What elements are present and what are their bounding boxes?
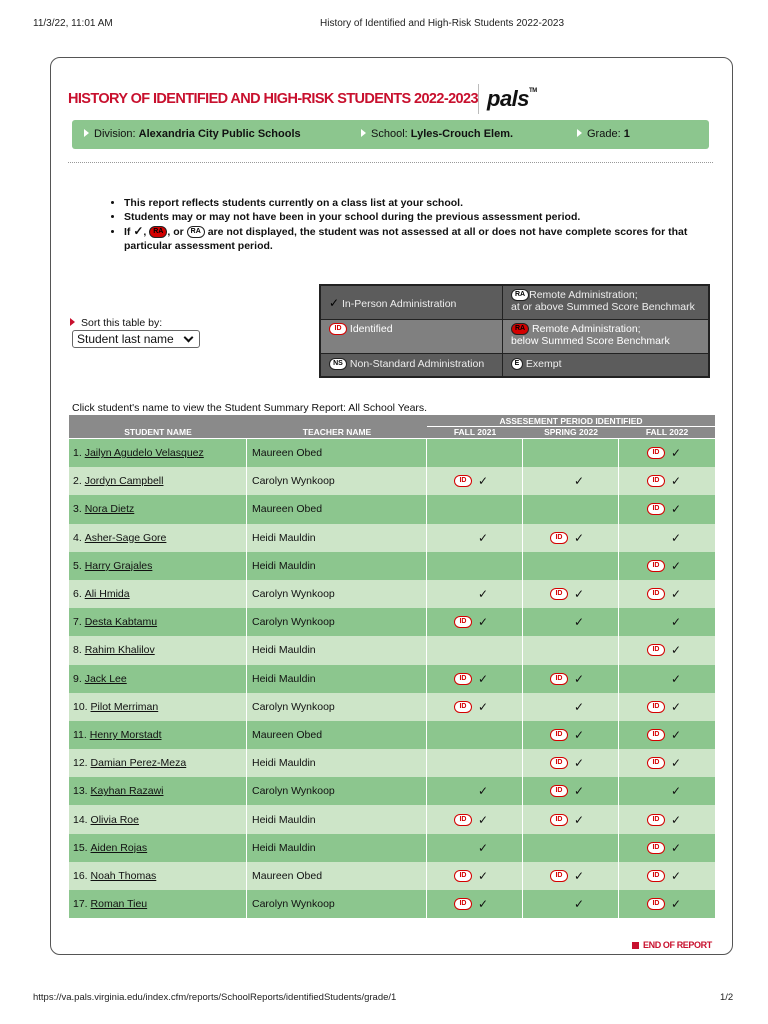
check-icon: ✓ xyxy=(477,530,488,545)
student-name-link[interactable]: Jack Lee xyxy=(84,672,127,685)
row-number: 13. xyxy=(73,785,88,798)
check-icon: ✓ xyxy=(573,587,584,602)
fall-2022-cell xyxy=(619,580,715,608)
chevron-down-icon xyxy=(184,333,194,343)
id-badge: ID xyxy=(550,870,568,882)
student-name-link[interactable]: Jordyn Campbell xyxy=(84,475,164,488)
check-icon: ✓ xyxy=(477,671,488,686)
teacher-cell: Carolyn Wynkoop xyxy=(247,608,427,636)
legend-non-standard: NS Non-Standard Administration xyxy=(321,354,503,376)
id-badge: ID xyxy=(647,644,665,656)
spring-2022-cell xyxy=(523,524,619,552)
legend-box xyxy=(319,284,710,378)
table-row xyxy=(69,467,715,495)
print-datetime: 11/3/22, 11:01 AM xyxy=(33,18,113,29)
id-badge: ID xyxy=(454,814,472,826)
id-badge: ID xyxy=(647,842,665,854)
triangle-icon xyxy=(577,129,582,137)
print-page-number: 1/2 xyxy=(720,992,734,1003)
fall-2021-cell xyxy=(427,665,523,693)
spring-2022-cell xyxy=(523,693,619,721)
fall-2021-cell xyxy=(427,721,523,749)
note-1: • This report reflects students currently on a class list at your school. xyxy=(124,196,700,210)
check-icon: ✓ xyxy=(477,840,488,855)
check-icon: ✓ xyxy=(573,727,584,742)
fall-2022-cell xyxy=(619,805,715,833)
ra-badge: RA xyxy=(187,226,205,238)
fall-2021-cell xyxy=(427,608,523,636)
teacher-cell: Carolyn Wynkoop xyxy=(247,890,427,918)
check-icon: ✓ xyxy=(670,446,681,461)
check-icon: ✓ xyxy=(670,840,681,855)
table-row xyxy=(69,665,715,693)
spring-2022-cell xyxy=(523,580,619,608)
check-icon: ✓ xyxy=(670,756,681,771)
ra-red-badge: RA xyxy=(149,226,167,238)
check-icon: ✓ xyxy=(670,502,681,517)
student-name-link[interactable]: Noah Thomas xyxy=(90,869,157,882)
print-page-title: History of Identified and High-Risk Students 2022-2023 xyxy=(320,18,565,29)
sort-select[interactable] xyxy=(72,330,200,348)
note-3: • If ✓, RA , or RA are not displayed, the student was not assessed at all or does not have complete scores for that particular assessment period. xyxy=(124,224,700,253)
report-info-bar xyxy=(72,120,709,149)
spring-2022-cell xyxy=(523,439,619,467)
row-number: 12. xyxy=(73,757,88,770)
check-icon: ✓ xyxy=(670,474,681,489)
student-name-link[interactable]: Roman Tieu xyxy=(90,898,148,911)
check-icon: ✓ xyxy=(670,558,681,573)
check-icon: ✓ xyxy=(573,615,584,630)
table-header xyxy=(69,415,715,438)
fall-2021-cell xyxy=(427,862,523,890)
table-row xyxy=(69,439,715,467)
check-icon: ✓ xyxy=(670,897,681,912)
report-title: HISTORY OF IDENTIFIED AND HIGH-RISK STUDENTS 2022-2023 xyxy=(68,91,478,107)
check-icon: ✓ xyxy=(573,868,584,883)
school-value: Lyles-Crouch Elem. xyxy=(410,128,514,140)
teacher-cell: Heidi Mauldin xyxy=(247,805,427,833)
grade-value: 1 xyxy=(623,128,630,140)
row-number: 8. xyxy=(73,644,82,657)
check-icon: ✓ xyxy=(670,868,681,883)
spring-2022-cell xyxy=(523,467,619,495)
exempt-badge: E xyxy=(511,358,523,370)
fall-2022-cell xyxy=(619,608,715,636)
table-row xyxy=(69,580,715,608)
teacher-cell: Maureen Obed xyxy=(247,439,427,467)
student-cell xyxy=(69,580,247,608)
fall-2022-cell xyxy=(619,552,715,580)
division-value: Alexandria City Public Schools xyxy=(138,128,301,140)
check-icon: ✓ xyxy=(573,784,584,799)
fall-2022-cell xyxy=(619,665,715,693)
col-fall-2021: FALL 2021 xyxy=(453,427,497,437)
student-name-link[interactable]: Olivia Roe xyxy=(90,813,139,826)
teacher-cell: Carolyn Wynkoop xyxy=(247,580,427,608)
id-badge: ID xyxy=(550,673,568,685)
id-badge: ID xyxy=(454,475,472,487)
student-cell xyxy=(69,665,247,693)
student-cell xyxy=(69,439,247,467)
id-badge: ID xyxy=(647,588,665,600)
student-cell xyxy=(69,749,247,777)
fall-2021-cell xyxy=(427,467,523,495)
legend-exempt: E Exempt xyxy=(503,354,708,376)
sort-label: Sort this table by: xyxy=(70,317,162,329)
row-number: 9. xyxy=(73,672,82,685)
row-number: 5. xyxy=(73,559,82,572)
id-badge: ID xyxy=(454,870,472,882)
table-row xyxy=(69,608,715,636)
triangle-icon xyxy=(70,318,75,326)
table-row xyxy=(69,805,715,833)
fall-2021-cell xyxy=(427,524,523,552)
fall-2021-cell xyxy=(427,805,523,833)
student-cell xyxy=(69,693,247,721)
id-badge: ID xyxy=(454,898,472,910)
id-badge: ID xyxy=(454,616,472,628)
end-of-report[interactable]: END OF REPORT xyxy=(632,940,712,950)
check-icon: ✓ xyxy=(133,224,144,238)
check-icon: ✓ xyxy=(670,587,681,602)
id-badge: ID xyxy=(647,870,665,882)
fall-2021-cell xyxy=(427,749,523,777)
check-icon: ✓ xyxy=(670,699,681,714)
check-icon: ✓ xyxy=(477,699,488,714)
check-icon: ✓ xyxy=(477,587,488,602)
student-cell xyxy=(69,721,247,749)
spring-2022-cell xyxy=(523,495,619,523)
row-number: 4. xyxy=(73,531,82,544)
row-number: 3. xyxy=(73,503,82,516)
id-badge: ID xyxy=(550,785,568,797)
teacher-cell: Maureen Obed xyxy=(247,721,427,749)
student-cell xyxy=(69,777,247,805)
spring-2022-cell xyxy=(523,721,619,749)
report-notes xyxy=(100,196,700,253)
spring-2022-cell xyxy=(523,749,619,777)
fall-2022-cell xyxy=(619,862,715,890)
student-name-link[interactable]: Nora Dietz xyxy=(84,503,135,516)
check-icon: ✓ xyxy=(670,530,681,545)
check-icon: ✓ xyxy=(573,671,584,686)
check-icon: ✓ xyxy=(573,699,584,714)
student-cell xyxy=(69,862,247,890)
student-name-link[interactable]: Pilot Merriman xyxy=(90,700,159,713)
spring-2022-cell xyxy=(523,890,619,918)
check-icon: ✓ xyxy=(477,615,488,630)
student-name-link[interactable]: Ali Hmida xyxy=(84,588,130,601)
student-cell xyxy=(69,552,247,580)
dotted-divider xyxy=(68,162,713,163)
table-row xyxy=(69,524,715,552)
student-name-link[interactable]: Kayhan Razawi xyxy=(90,785,164,798)
fall-2021-cell xyxy=(427,495,523,523)
legend-remote-above: RA Remote Administration; at or above Summed Score Benchmark xyxy=(503,286,708,320)
fall-2021-cell xyxy=(427,777,523,805)
teacher-cell: Carolyn Wynkoop xyxy=(247,693,427,721)
triangle-icon xyxy=(361,129,366,137)
row-number: 16. xyxy=(73,869,88,882)
legend-remote-below: RA Remote Administration; below Summed Score Benchmark xyxy=(503,320,708,354)
pals-logo: pals™ xyxy=(487,86,537,111)
id-badge: ID xyxy=(329,323,347,335)
fall-2022-cell xyxy=(619,749,715,777)
teacher-cell: Carolyn Wynkoop xyxy=(247,467,427,495)
logo-divider xyxy=(478,84,479,114)
fall-2022-cell xyxy=(619,890,715,918)
fall-2022-cell xyxy=(619,439,715,467)
spring-2022-cell xyxy=(523,777,619,805)
spring-2022-cell xyxy=(523,834,619,862)
fall-2021-cell xyxy=(427,693,523,721)
teacher-cell: Maureen Obed xyxy=(247,495,427,523)
student-cell xyxy=(69,890,247,918)
triangle-icon xyxy=(84,129,89,137)
table-instruction: Click student's name to view the Student Summary Report: All School Years. xyxy=(72,402,428,414)
teacher-cell: Heidi Mauldin xyxy=(247,552,427,580)
table-row xyxy=(69,749,715,777)
table-row xyxy=(69,552,715,580)
check-icon: ✓ xyxy=(573,756,584,771)
check-icon: ✓ xyxy=(670,784,681,799)
table-row xyxy=(69,777,715,805)
grade-info: Grade: 1 xyxy=(577,128,630,140)
fall-2022-cell xyxy=(619,524,715,552)
id-badge: ID xyxy=(647,475,665,487)
table-row xyxy=(69,495,715,523)
teacher-cell: Heidi Mauldin xyxy=(247,749,427,777)
student-name-link[interactable]: Desta Kabtamu xyxy=(84,616,158,629)
table-row xyxy=(69,636,715,664)
student-name-link[interactable]: Henry Morstadt xyxy=(89,728,162,741)
id-badge: ID xyxy=(647,729,665,741)
fall-2021-cell xyxy=(427,552,523,580)
spring-2022-cell xyxy=(523,552,619,580)
check-icon: ✓ xyxy=(670,643,681,658)
col-fall-2022: FALL 2022 xyxy=(645,427,689,437)
id-badge: ID xyxy=(550,757,568,769)
row-number: 11. xyxy=(73,728,87,741)
check-icon: ✓ xyxy=(670,671,681,686)
check-icon: ✓ xyxy=(670,727,681,742)
fall-2022-cell xyxy=(619,721,715,749)
row-number: 2. xyxy=(73,475,82,488)
check-icon: ✓ xyxy=(477,812,488,827)
fall-2022-cell xyxy=(619,636,715,664)
student-name-link[interactable]: Damian Perez-Meza xyxy=(90,757,187,770)
spring-2022-cell xyxy=(523,608,619,636)
id-badge: ID xyxy=(454,701,472,713)
teacher-cell: Heidi Mauldin xyxy=(247,524,427,552)
legend-identified: ID Identified xyxy=(321,320,503,354)
sort-selected-value: Student last name xyxy=(77,332,174,346)
spring-2022-cell xyxy=(523,805,619,833)
student-cell xyxy=(69,608,247,636)
check-icon: ✓ xyxy=(477,868,488,883)
row-number: 7. xyxy=(73,616,82,629)
id-badge: ID xyxy=(454,673,472,685)
check-icon: ✓ xyxy=(573,530,584,545)
student-cell xyxy=(69,805,247,833)
student-cell xyxy=(69,495,247,523)
spring-2022-cell xyxy=(523,862,619,890)
row-number: 10. xyxy=(73,700,88,713)
legend-in-person: ✓ In-Person Administration xyxy=(321,286,503,320)
fall-2022-cell xyxy=(619,834,715,862)
table-row xyxy=(69,721,715,749)
teacher-cell: Heidi Mauldin xyxy=(247,665,427,693)
col-teacher-name: TEACHER NAME xyxy=(302,427,372,437)
id-badge: ID xyxy=(550,729,568,741)
check-icon: ✓ xyxy=(573,474,584,489)
note-2: • Students may or may not have been in your school during the previous assessment period. xyxy=(124,210,700,224)
check-icon: ✓ xyxy=(477,474,488,489)
teacher-cell: Heidi Mauldin xyxy=(247,636,427,664)
table-row xyxy=(69,693,715,721)
student-name-link[interactable]: Harry Grajales xyxy=(84,559,153,572)
fall-2022-cell xyxy=(619,467,715,495)
ns-badge: NS xyxy=(329,358,347,370)
row-number: 6. xyxy=(73,588,82,601)
id-badge: ID xyxy=(647,503,665,515)
row-number: 15. xyxy=(73,841,88,854)
id-badge: ID xyxy=(647,560,665,572)
id-badge: ID xyxy=(647,701,665,713)
check-icon: ✓ xyxy=(670,615,681,630)
student-cell xyxy=(69,636,247,664)
student-cell xyxy=(69,524,247,552)
id-badge: ID xyxy=(647,447,665,459)
student-name-link[interactable]: Rahim Khalilov xyxy=(84,644,155,657)
id-badge: ID xyxy=(550,588,568,600)
check-icon: ✓ xyxy=(329,296,340,310)
school-info: School: Lyles-Crouch Elem. xyxy=(361,128,513,140)
fall-2022-cell xyxy=(619,777,715,805)
row-number: 17. xyxy=(73,898,88,911)
fall-2021-cell xyxy=(427,439,523,467)
col-student-name: STUDENT NAME xyxy=(124,427,192,437)
teacher-cell: Heidi Mauldin xyxy=(247,834,427,862)
division-info: Division: Alexandria City Public Schools xyxy=(84,128,301,140)
teacher-cell: Carolyn Wynkoop xyxy=(247,777,427,805)
table-row xyxy=(69,834,715,862)
group-header: ASSESEMENT PERIOD IDENTIFIED xyxy=(499,416,643,426)
student-name-link[interactable]: Jailyn Agudelo Velasquez xyxy=(84,447,204,460)
check-icon: ✓ xyxy=(573,897,584,912)
student-name-link[interactable]: Asher-Sage Gore xyxy=(84,531,167,544)
id-badge: ID xyxy=(647,898,665,910)
spring-2022-cell xyxy=(523,665,619,693)
print-url: https://va.pals.virginia.edu/index.cfm/reports/SchoolReports/identifiedStudents/grade/1 xyxy=(33,992,397,1003)
check-icon: ✓ xyxy=(573,812,584,827)
id-badge: ID xyxy=(550,532,568,544)
student-cell xyxy=(69,467,247,495)
id-badge: ID xyxy=(647,814,665,826)
fall-2021-cell xyxy=(427,834,523,862)
id-badge: ID xyxy=(550,814,568,826)
check-icon: ✓ xyxy=(477,784,488,799)
row-number: 14. xyxy=(73,813,88,826)
spring-2022-cell xyxy=(523,636,619,664)
fall-2022-cell xyxy=(619,495,715,523)
col-spring-2022: SPRING 2022 xyxy=(544,427,598,437)
teacher-cell: Maureen Obed xyxy=(247,862,427,890)
student-cell xyxy=(69,834,247,862)
ra-badge: RA xyxy=(511,289,529,301)
id-badge: ID xyxy=(647,757,665,769)
row-number: 1. xyxy=(73,447,82,460)
student-table-body xyxy=(69,439,715,918)
check-icon: ✓ xyxy=(670,812,681,827)
fall-2021-cell xyxy=(427,636,523,664)
fall-2021-cell xyxy=(427,580,523,608)
fall-2021-cell xyxy=(427,890,523,918)
table-row xyxy=(69,862,715,890)
check-icon: ✓ xyxy=(477,897,488,912)
fall-2022-cell xyxy=(619,693,715,721)
table-row xyxy=(69,890,715,918)
student-name-link[interactable]: Aiden Rojas xyxy=(90,841,148,854)
square-icon xyxy=(632,942,639,949)
ra-red-badge: RA xyxy=(511,323,529,335)
